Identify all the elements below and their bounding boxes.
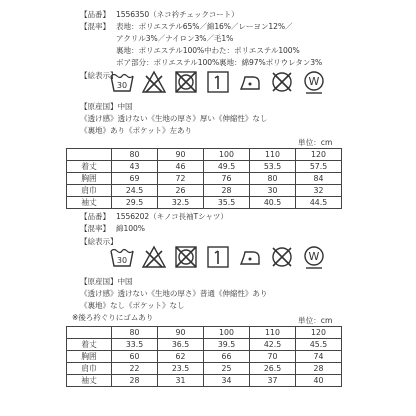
no-bleach-icon: [142, 245, 166, 269]
item1-fabric-info: 《透け感》透けない《生地の厚さ》厚い《伸縮性》なし: [80, 114, 268, 123]
item2-care-icons: [110, 245, 326, 269]
hang-dry-icon: [206, 245, 230, 269]
item2-origin: 【原産国】中国: [80, 277, 133, 286]
item1-material-label: 【混率】: [80, 22, 110, 31]
hang-dry-icon: [206, 70, 230, 94]
svg-text:30: 30: [116, 256, 128, 265]
item1-product-no: 1556350（ネコ衿チェックコート）: [116, 10, 239, 19]
table-row: 着丈 43 46 49.5 53.5 57.5: [67, 161, 342, 173]
svg-text:30: 30: [116, 81, 128, 90]
no-tumble-dry-icon: [174, 70, 198, 94]
table-row: 肩巾 22 23.5 25 26.5 28: [67, 363, 342, 375]
item2-care-label: 【絵表示】: [80, 237, 118, 246]
item2-unit-label: 単位：cm: [298, 316, 333, 325]
table-header-row: 80 90 100 110 120: [67, 149, 342, 161]
item2-size-table: [66, 326, 342, 387]
item1-material-line-4: ボア部分：ポリエステル100%裏地：綿97%ポリウレタン3%: [116, 58, 323, 67]
item2-product-no-label: 【品番】: [80, 212, 110, 221]
wet-clean-icon: [302, 245, 326, 269]
washtub-30-icon: [110, 70, 134, 94]
no-tumble-dry-icon: [174, 245, 198, 269]
item1-size-table: [66, 148, 342, 209]
table-row: 胸囲 60 62 66 70 74: [67, 351, 342, 363]
item2-material-label: 【混率】: [80, 224, 110, 233]
wet-clean-icon: [302, 70, 326, 94]
table-row: 肩巾 24.5 26 28 30 32: [67, 185, 342, 197]
item2-note: ※後ろ衿ぐりにゴムあり: [72, 313, 154, 322]
table-row: 袖丈 29.5 32.5 35.5 40.5 44.5: [67, 197, 342, 209]
iron-low-icon: [238, 70, 262, 94]
item1-material-line-2: アクリル3%／ナイロン3%／毛1%: [116, 34, 234, 43]
svg-text:W: W: [308, 75, 320, 88]
svg-text:W: W: [308, 250, 320, 263]
item2-material-line-1: 綿100%: [116, 224, 145, 233]
item1-care-icons: [110, 70, 326, 94]
table-row: 袖丈 28 31 34 37 40: [67, 375, 342, 387]
no-dry-clean-icon: [270, 245, 294, 269]
no-bleach-icon: [142, 70, 166, 94]
iron-low-icon: [238, 245, 262, 269]
item1-material-line-3: 裏地：ポリエステル100%中わた：ポリエステル100%: [116, 46, 300, 55]
item1-lining-pocket: 《裏地》あり《ポケット》左あり: [80, 126, 193, 135]
table-row: 着丈 33.5 36.5 39.5 42.5 45.5: [67, 339, 342, 351]
table-row: 胸囲 69 72 76 80 84: [67, 173, 342, 185]
no-dry-clean-icon: [270, 70, 294, 94]
item2-lining-pocket: 《裏地》なし《ポケット》なし: [80, 301, 185, 310]
item2-product-no: 1556202（キノコ長袖Tシャツ）: [116, 212, 228, 221]
item1-care-label: 【絵表示】: [80, 71, 118, 80]
table-header-row: 80 90 100 110 120: [67, 327, 342, 339]
item1-origin: 【原産国】中国: [80, 102, 133, 111]
item1-unit-label: 単位：cm: [298, 138, 333, 147]
item1-product-no-label: 【品番】: [80, 10, 110, 19]
item1-material-line-1: 表地：ポリエステル65%／綿16%／レーヨン12%／: [116, 22, 293, 31]
washtub-30-icon: [110, 245, 134, 269]
item2-fabric-info: 《透け感》透けない《生地の厚さ》普通《伸縮性》あり: [80, 289, 268, 298]
